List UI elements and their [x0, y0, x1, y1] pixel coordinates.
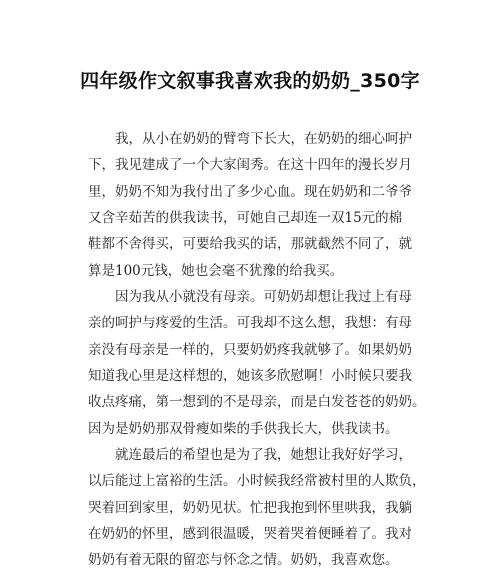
paragraph-line: 就连最后的希望也是为了我，她想让我好好学习，	[115, 447, 412, 463]
paragraph-line: 亲的呵护与疼爱的生活。可我却不这么想，我想：有母	[88, 315, 412, 331]
paragraph-line: 算是100元钱，她也会毫不犹豫的给我买。	[88, 263, 344, 279]
paragraph-line: 奶奶有着无限的留恋与怀念之情。奶奶，我喜欢您。	[88, 552, 399, 568]
paragraph-line: 收点疼痛，第一想到的不是母亲，而是白发苍苍的奶奶。	[88, 394, 426, 410]
paragraph-line: 鞋都不舍得买，可要给我买的话，那就截然不同了，就	[88, 236, 412, 252]
paragraph-line: 在奶奶的怀里，感到很温暖，哭着哭着便睡着了。我对	[88, 526, 412, 542]
paragraph-line: 以后能过上富裕的生活。小时候我经常被村里的人欺负，	[88, 473, 426, 489]
paragraph-line: 因为我从小就没有母亲。可奶奶却想让我过上有母	[115, 289, 412, 305]
paragraph-line: 我，从小在奶奶的臂弯下长大，在奶奶的细心呵护	[115, 131, 412, 147]
paragraph-line: 知道我心里是这样想的，她该多欣慰啊！小时候只要我	[88, 368, 412, 384]
paragraph-line: 又含辛茹苦的供我读书，可她自己却连一双15元的棉	[88, 210, 403, 226]
paragraph-line: 里，奶奶不知为我付出了多少心血。现在奶奶和二爷爷	[88, 184, 412, 200]
paragraph-line: 下，我见建成了一个大家闺秀。在这十四年的漫长岁月	[88, 157, 412, 173]
paragraph-line: 因为是奶奶那双骨瘦如柴的手供我长大，供我读书。	[88, 421, 399, 437]
document-title: 四年级作文叙事我喜欢我的奶奶_350字	[80, 70, 420, 92]
paragraph-line: 哭着回到家里，奶奶见状。忙把我抱到怀里哄我，我躺	[88, 500, 412, 516]
paragraph-line: 亲没有母亲是一样的，只要奶奶疼我就够了。如果奶奶	[88, 342, 412, 358]
